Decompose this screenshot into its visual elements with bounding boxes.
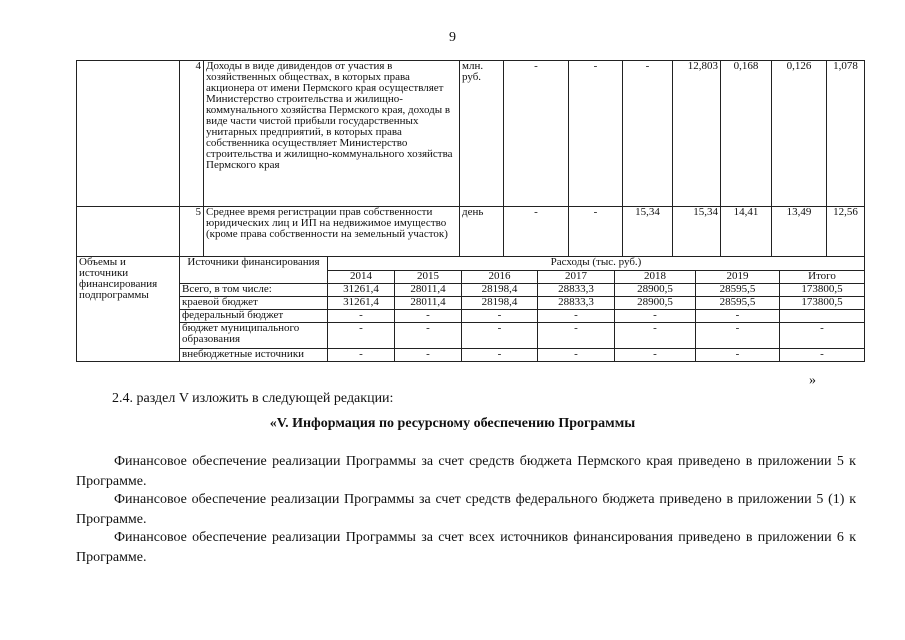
indicator-blank-cell	[77, 61, 180, 207]
body-paragraph: Финансовое обеспечение реализации Программы за счет средств бюджета Пермского края приведено в приложении 5 к Программе.	[76, 454, 856, 489]
indicator-value: 12,56	[827, 207, 865, 257]
funding-value: 28833,3	[538, 297, 615, 310]
indicators-table	[76, 60, 865, 257]
funding-value: 28011,4	[395, 284, 462, 297]
indicator-value: 14,41	[721, 207, 772, 257]
page-number: 9	[449, 30, 456, 45]
funding-value: 31261,4	[328, 297, 395, 310]
funding-value: 28198,4	[462, 284, 538, 297]
funding-value: 28198,4	[462, 297, 538, 310]
funding-source-label: внебюджетные источники	[180, 349, 328, 362]
year-header: 2019	[696, 271, 780, 284]
indicator-unit: день	[460, 207, 504, 257]
funding-source-label: федеральный бюджет	[180, 310, 328, 323]
funding-value: -	[395, 310, 462, 323]
funding-row-label: Объемы и источники финансирования подпрограммы	[77, 257, 180, 362]
funding-value: -	[538, 349, 615, 362]
indicator-value: 15,34	[673, 207, 721, 257]
funding-source-label: Всего, в том числе:	[180, 284, 328, 297]
funding-value: -	[696, 349, 780, 362]
funding-table	[76, 256, 865, 362]
funding-value: -	[780, 349, 865, 362]
indicator-value: -	[623, 61, 673, 207]
indicator-value: -	[504, 61, 569, 207]
year-header: Итого	[780, 271, 865, 284]
funding-value: -	[780, 323, 865, 349]
indicator-name: Среднее время регистрации прав собственности юридических лиц и ИП на недвижимое имущество (кроме права собственности на земельный участок)	[204, 207, 460, 257]
funding-value: -	[462, 349, 538, 362]
indicator-value: 0,126	[772, 61, 827, 207]
funding-value: 173800,5	[780, 297, 865, 310]
funding-value: -	[615, 310, 696, 323]
funding-source-label: краевой бюджет	[180, 297, 328, 310]
funding-row	[77, 284, 865, 297]
indicator-value: 1,078	[827, 61, 865, 207]
funding-value: -	[696, 310, 780, 323]
indicator-value: 12,803	[673, 61, 721, 207]
funding-value: -	[615, 323, 696, 349]
funding-value: 28595,5	[696, 284, 780, 297]
indicator-value: -	[569, 207, 623, 257]
section-title: «V. Информация по ресурсному обеспечению Программы	[269, 416, 636, 431]
funding-value: -	[328, 323, 395, 349]
year-header: 2015	[395, 271, 462, 284]
year-header: 2014	[328, 271, 395, 284]
funding-value	[780, 310, 865, 323]
indicator-value: 0,168	[721, 61, 772, 207]
funding-value: 28900,5	[615, 297, 696, 310]
indicator-name: Доходы в виде дивидендов от участия в хозяйственных обществах, в которых права акционера от имени Пермского края осуществляет Министерство строительства и жилищно-коммунального хозяйства Пермского края, доходы в виде части чистой прибыли государственных унитарных предприятий, в которых права собственника осуществляет Министерство строительства и жилищно-коммунального хозяйства Пермского края	[204, 61, 460, 207]
indicator-blank-cell	[77, 207, 180, 257]
funding-value: 31261,4	[328, 284, 395, 297]
expenses-header: Расходы (тыс. руб.)	[328, 257, 865, 271]
funding-value: -	[328, 349, 395, 362]
funding-value: 173800,5	[780, 284, 865, 297]
funding-value: -	[395, 349, 462, 362]
indicator-row-5	[77, 207, 865, 257]
indicator-row-4	[77, 61, 865, 207]
indicator-value: 13,49	[772, 207, 827, 257]
funding-row	[77, 297, 865, 310]
indicator-value: 15,34	[623, 207, 673, 257]
sources-header: Источники финансирования	[180, 257, 328, 284]
body-paragraph: Финансовое обеспечение реализации Программы за счет средств федерального бюджета приведено в приложении 5 (1) к Программе.	[76, 492, 856, 527]
year-header: 2017	[538, 271, 615, 284]
funding-value: -	[538, 310, 615, 323]
indicator-value: -	[504, 207, 569, 257]
indicator-number: 5	[180, 207, 204, 257]
funding-value: -	[328, 310, 395, 323]
indicator-unit: млн. руб.	[460, 61, 504, 207]
body-paragraph: Финансовое обеспечение реализации Программы за счет всех источников финансирования приведено в приложении 6 к Программе.	[76, 530, 856, 565]
amendment-line: 2.4. раздел V изложить в следующей редакции:	[112, 391, 394, 406]
funding-row	[77, 310, 865, 323]
funding-source-label: бюджет муниципального образования	[180, 323, 328, 349]
year-header: 2018	[615, 271, 696, 284]
funding-value: -	[395, 323, 462, 349]
closing-quote: »	[809, 373, 816, 388]
funding-value: 28011,4	[395, 297, 462, 310]
funding-row	[77, 323, 865, 349]
year-header: 2016	[462, 271, 538, 284]
funding-value: 28900,5	[615, 284, 696, 297]
indicator-value: -	[569, 61, 623, 207]
funding-value: 28833,3	[538, 284, 615, 297]
indicator-number: 4	[180, 61, 204, 207]
funding-value: -	[696, 323, 780, 349]
funding-value: 28595,5	[696, 297, 780, 310]
funding-row	[77, 349, 865, 362]
funding-value: -	[462, 310, 538, 323]
funding-value: -	[615, 349, 696, 362]
funding-value: -	[538, 323, 615, 349]
funding-value: -	[462, 323, 538, 349]
